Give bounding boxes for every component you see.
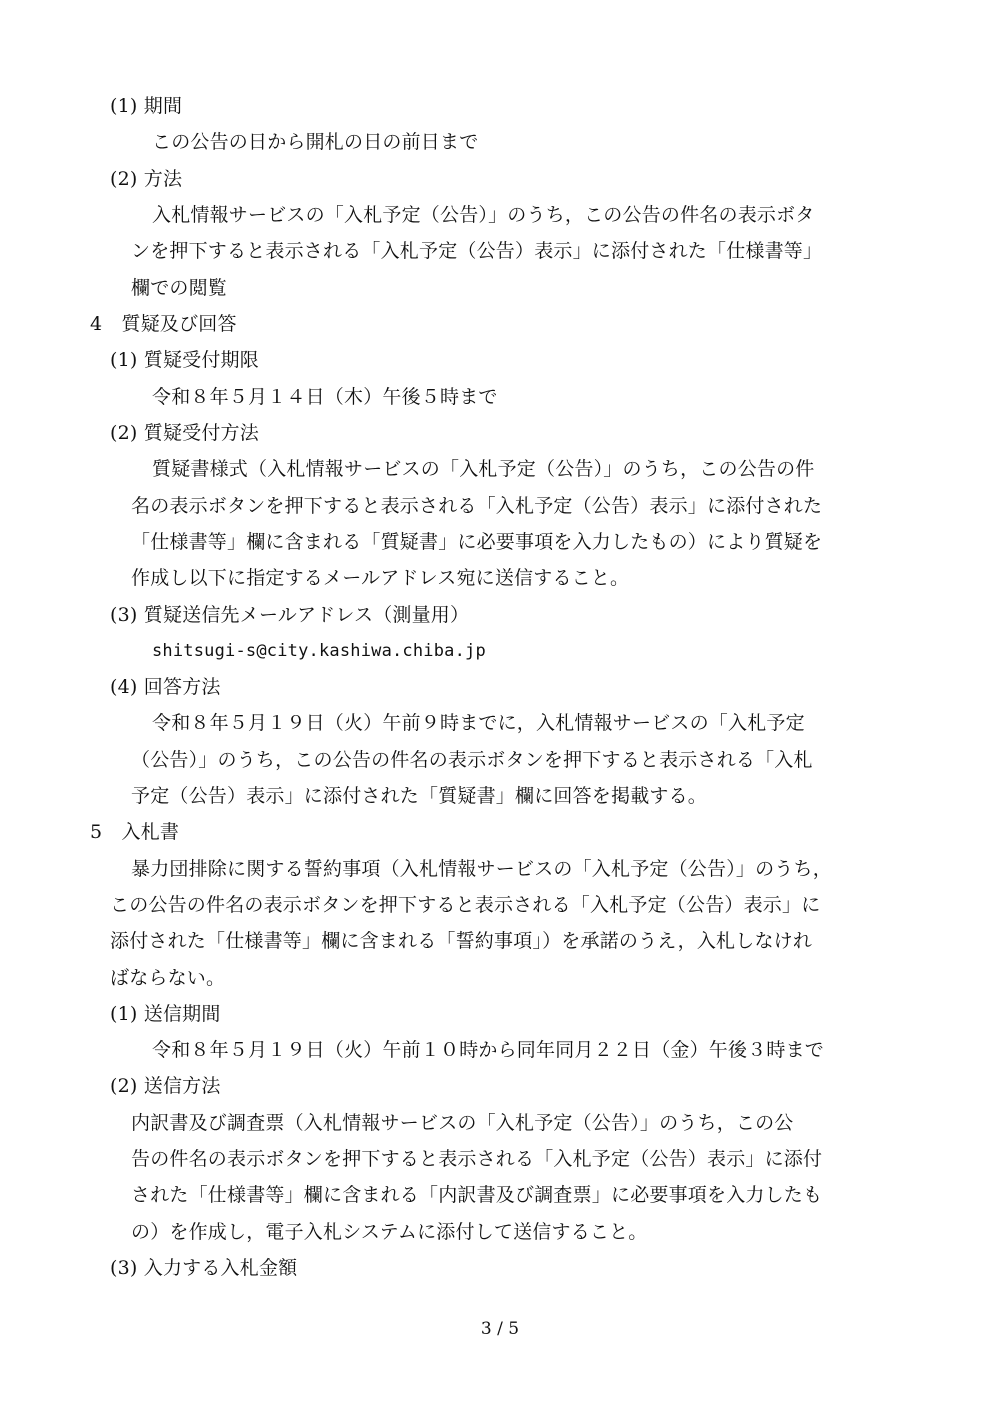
body-text: 「仕様書等」欄に含まれる「質疑書」に必要事項を入力したもの）により質疑を — [131, 531, 823, 553]
subsection-heading-method: (2) 方法 — [110, 168, 183, 190]
body-text: 令和８年５月１４日（木）午後５時まで — [152, 386, 498, 408]
body-text: 作成し以下に指定するメールアドレス宛に送信すること。 — [131, 567, 630, 589]
subsection-heading-period: (1) 期間 — [110, 95, 183, 117]
body-text: の）を作成し，電子入札システムに添付して送信すること。 — [131, 1221, 648, 1243]
body-text: 添付された「仕様書等」欄に含まれる「誓約事項」）を承諾のうえ，入札しなけれ — [110, 930, 813, 952]
subsection-heading-send-method: (2) 送信方法 — [110, 1075, 221, 1097]
subsection-heading-send-period: (1) 送信期間 — [110, 1003, 221, 1025]
body-text: ンを押下すると表示される「入札予定（公告）表示」に添付された「仕様書等」 — [131, 240, 823, 262]
body-text: 質疑書様式（入札情報サービスの「入札予定（公告）」のうち，この公告の件 — [152, 458, 815, 480]
subsection-heading-question-method: (2) 質疑受付方法 — [110, 422, 259, 444]
email-address: shitsugi-s@city.kashiwa.chiba.jp — [152, 641, 486, 661]
body-text: 暴力団排除に関する誓約事項（入札情報サービスの「入札予定（公告）」のうち， — [131, 858, 832, 880]
body-text: 内訳書及び調査票（入札情報サービスの「入札予定（公告）」のうち，この公 — [131, 1112, 794, 1134]
body-text: この公告の件名の表示ボタンを押下すると表示される「入札予定（公告）表示」に — [110, 894, 821, 916]
body-text: 予定（公告）表示」に添付された「質疑書」欄に回答を掲載する。 — [131, 785, 708, 807]
body-text: 令和８年５月１９日（火）午前１０時から同年同月２２日（金）午後３時まで — [152, 1039, 825, 1061]
body-text: ばならない。 — [110, 967, 226, 989]
body-text: 入札情報サービスの「入札予定（公告）」のうち，この公告の件名の表示ボタ — [152, 204, 815, 226]
body-text: （公告）」のうち，この公告の件名の表示ボタンを押下すると表示される「入札 — [131, 749, 813, 771]
body-text: 名の表示ボタンを押下すると表示される「入札予定（公告）表示」に添付された — [131, 495, 823, 517]
body-text: された「仕様書等」欄に含まれる「内訳書及び調査票」に必要事項を入力したも — [131, 1184, 823, 1206]
subsection-heading-answer-method: (4) 回答方法 — [110, 676, 221, 698]
body-text: 欄での閲覧 — [131, 277, 228, 299]
subsection-heading-email: (3) 質疑送信先メールアドレス（測量用） — [110, 604, 470, 626]
subsection-heading-deadline: (1) 質疑受付期限 — [110, 349, 259, 371]
section-heading-questions: 4 質疑及び回答 — [90, 313, 237, 335]
body-text: 告の件名の表示ボタンを押下すると表示される「入札予定（公告）表示」に添付 — [131, 1148, 823, 1170]
body-text: この公告の日から開札の日の前日まで — [152, 131, 479, 153]
section-heading-bid: 5 入札書 — [90, 821, 180, 843]
body-text: 令和８年５月１９日（火）午前９時までに，入札情報サービスの「入札予定 — [152, 712, 805, 734]
page-number: 3 / 5 — [480, 1319, 520, 1339]
subsection-heading-bid-amount: (3) 入力する入札金額 — [110, 1257, 298, 1279]
